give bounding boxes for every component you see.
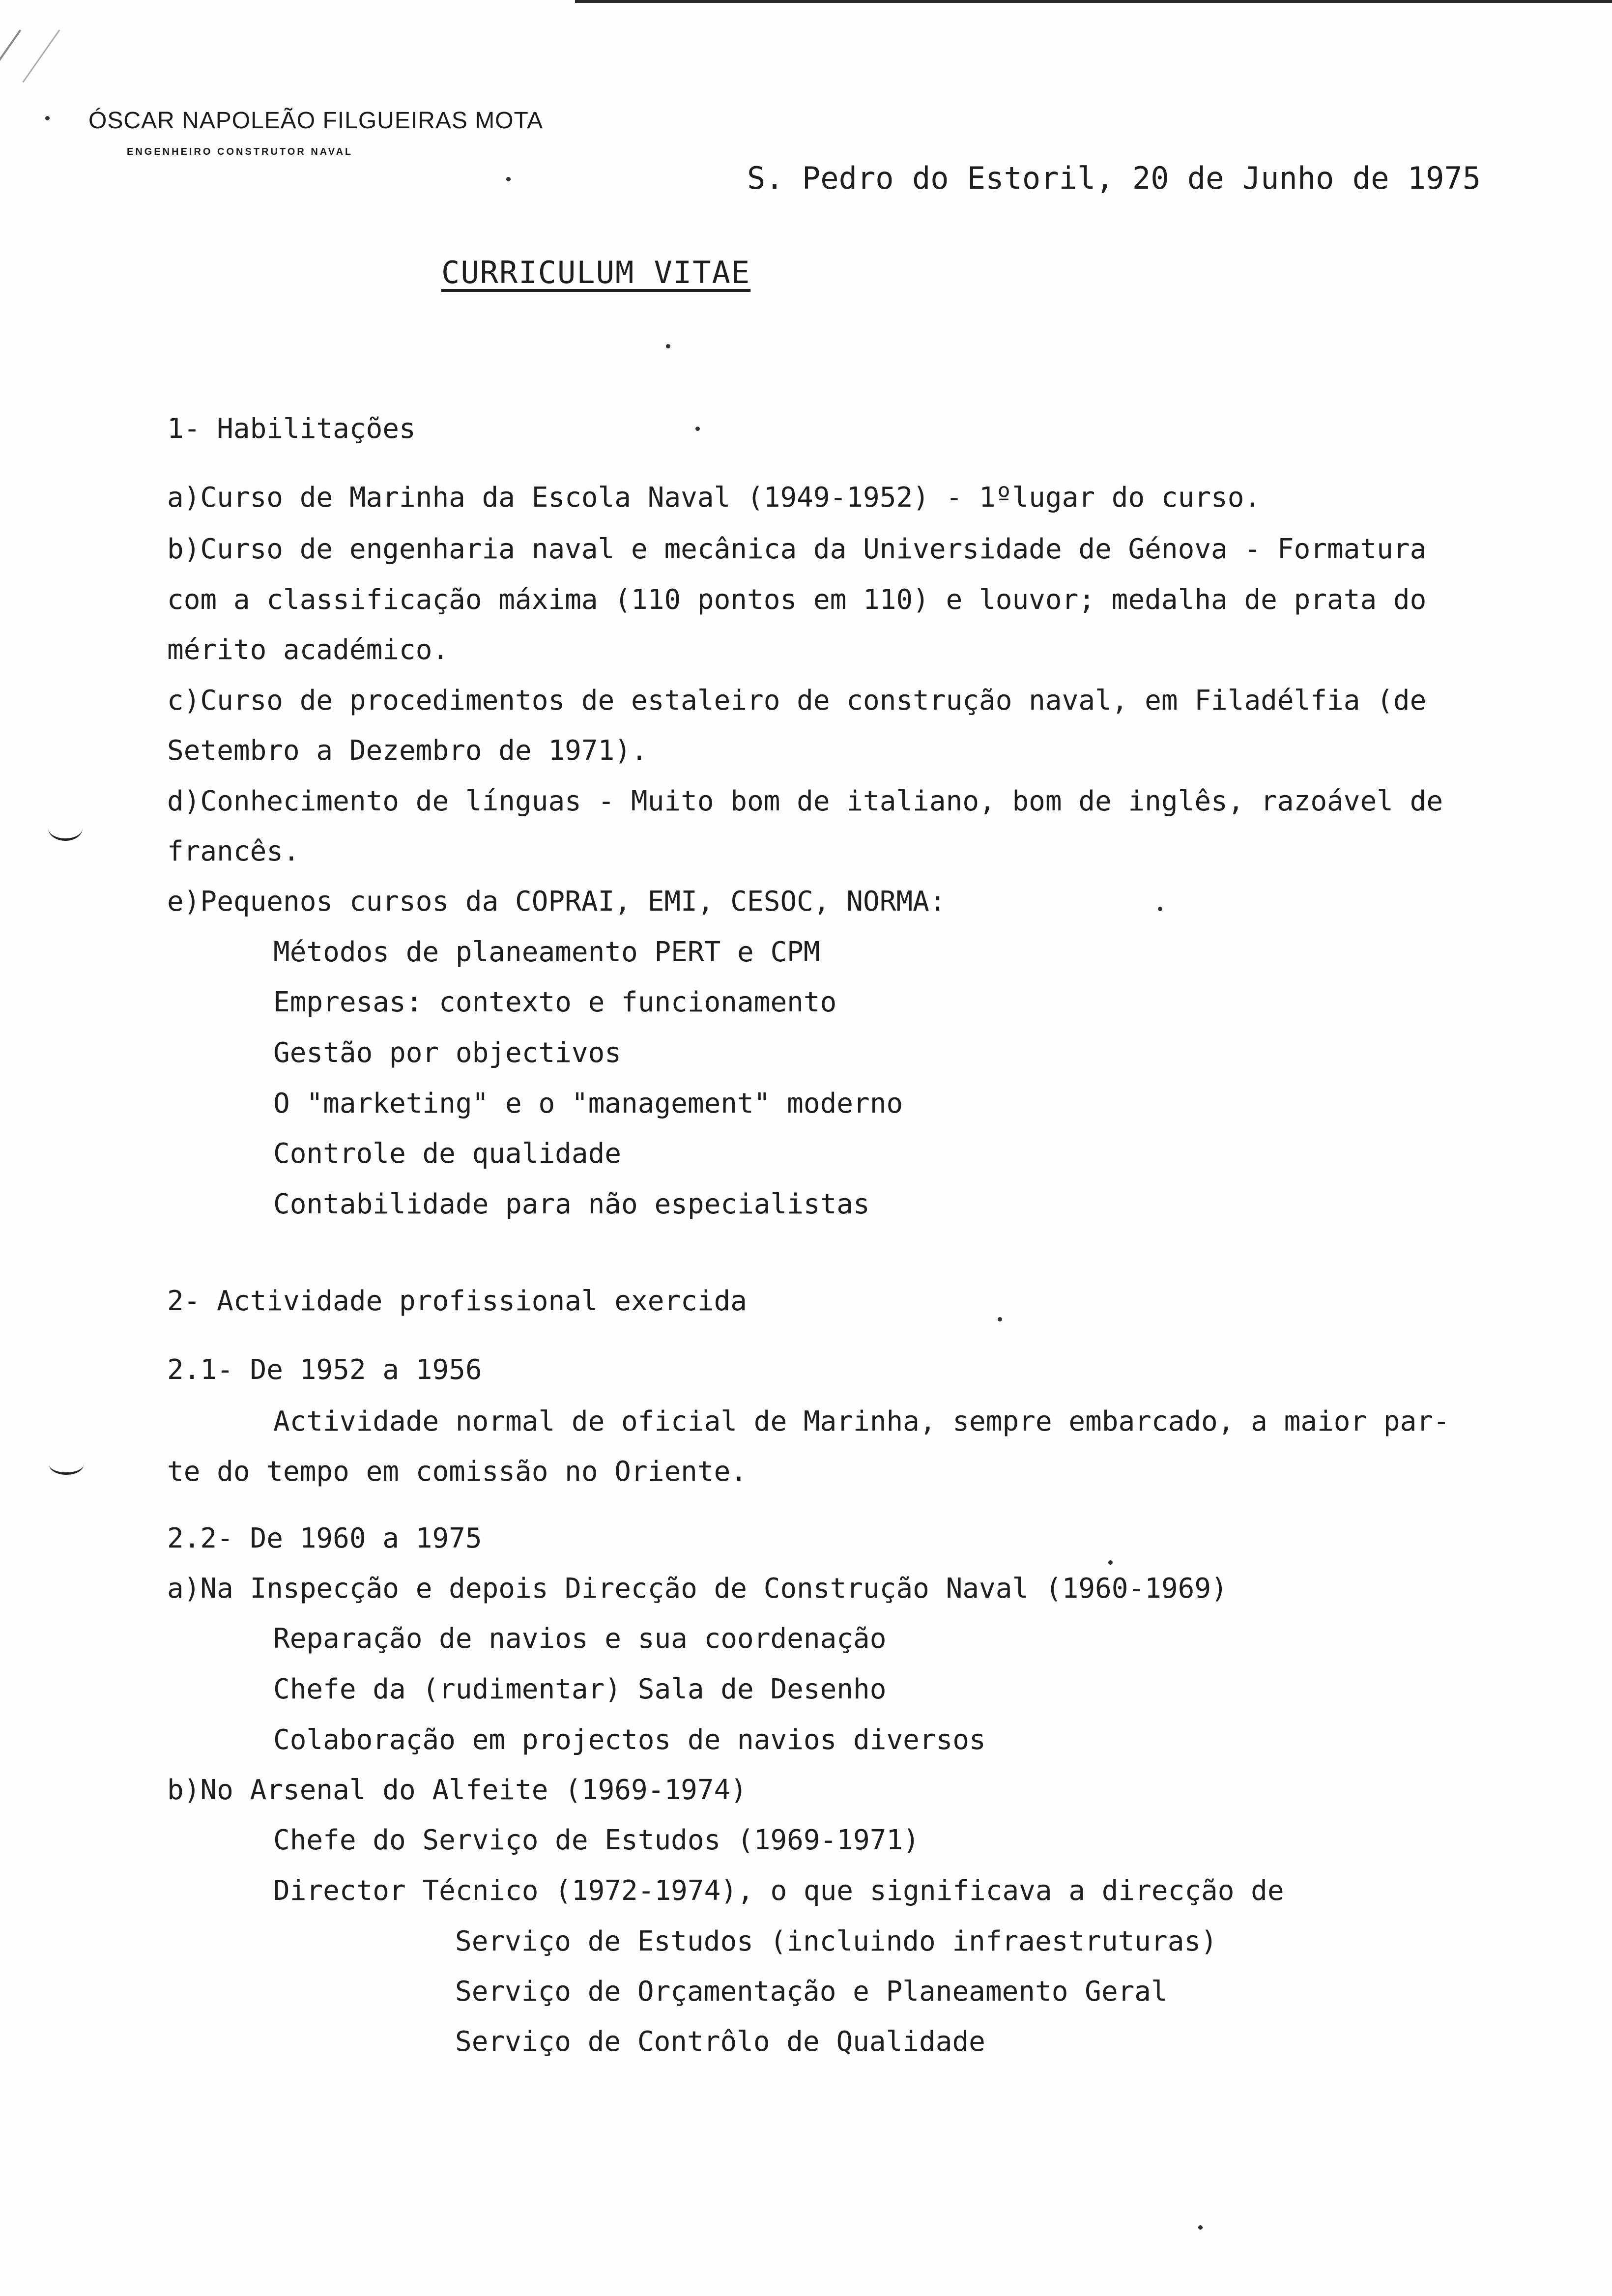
body-line: d)Conhecimento de línguas - Muito bom de italiano, bom de inglês, razoável de — [167, 785, 1443, 817]
body-line: Setembro a Dezembro de 1971). — [167, 735, 648, 767]
top-edge-rule — [575, 0, 1612, 3]
corner-pen-stroke — [22, 29, 60, 83]
speck — [666, 344, 670, 348]
letterhead-title: ENGENHEIRO CONSTRUTOR NAVAL — [127, 146, 353, 157]
margin-pen-mark — [48, 816, 83, 841]
body-line: Serviço de Orçamentação e Planeamento Geral — [455, 1976, 1168, 2008]
bullet-mark — [45, 116, 50, 120]
speck — [1198, 2225, 1203, 2230]
document-title: CURRICULUM VITAE — [441, 255, 751, 290]
body-line: francês. — [167, 835, 300, 867]
speck — [1158, 907, 1162, 911]
body-line: te do tempo em comissão no Oriente. — [167, 1456, 748, 1488]
corner-pen-stroke — [0, 29, 21, 107]
body-line: mérito académico. — [167, 634, 449, 666]
letterhead-name: ÓSCAR NAPOLEÃO FILGUEIRAS MOTA — [88, 108, 544, 134]
body-line: Serviço de Contrôlo de Qualidade — [455, 2026, 985, 2058]
body-line: e)Pequenos cursos da COPRAI, EMI, CESOC, NORMA: — [167, 886, 946, 918]
body-line: Gestão por objectivos — [273, 1037, 622, 1069]
body-line: Chefe da (rudimentar) Sala de Desenho — [273, 1673, 887, 1705]
subsection-heading: 2.2- De 1960 a 1975 — [167, 1522, 482, 1554]
body-line: a)Curso de Marinha da Escola Naval (1949-1952) - 1ºlugar do curso. — [167, 482, 1261, 514]
body-line: com a classificação máxima (110 pontos em 110) e louvor; medalha de prata do — [167, 584, 1427, 616]
body-line: Director Técnico (1972-1974), o que significava a direcção de — [273, 1875, 1284, 1907]
body-line: Reparação de navios e sua coordenação — [273, 1623, 887, 1655]
date-line: S. Pedro do Estoril, 20 de Junho de 1975 — [747, 160, 1481, 196]
subsection-heading: 2.1- De 1952 a 1956 — [167, 1354, 482, 1386]
body-line: Contabilidade para não especialistas — [273, 1188, 870, 1220]
body-line: Controle de qualidade — [273, 1138, 622, 1170]
body-line: b)No Arsenal do Alfeite (1969-1974) — [167, 1774, 748, 1806]
speck — [998, 1317, 1002, 1321]
speck — [506, 177, 511, 181]
body-line: Métodos de planeamento PERT e CPM — [273, 936, 820, 968]
body-line: Colaboração em projectos de navios diversos — [273, 1724, 986, 1756]
section-heading: 2- Actividade profissional exercida — [167, 1285, 748, 1317]
body-line: Empresas: contexto e funcionamento — [273, 986, 837, 1018]
margin-pen-mark — [49, 1455, 84, 1475]
body-line: Actividade normal de oficial de Marinha, sempre embarcado, a maior par- — [273, 1406, 1450, 1437]
body-line: a)Na Inspecção e depois Direcção de Construção Naval (1960-1969) — [167, 1573, 1228, 1605]
body-line: Serviço de Estudos (incluindo infraestruturas) — [455, 1925, 1217, 1957]
body-line: Chefe do Serviço de Estudos (1969-1971) — [273, 1824, 920, 1856]
speck — [1108, 1560, 1113, 1565]
body-line: c)Curso de procedimentos de estaleiro de construção naval, em Filadélfia (de — [167, 685, 1427, 717]
body-line: O "marketing" e o "management" moderno — [273, 1088, 903, 1119]
section-heading: 1- Habilitações — [167, 413, 416, 445]
speck — [695, 427, 700, 431]
body-line: b)Curso de engenharia naval e mecânica da Universidade de Génova - Formatura — [167, 533, 1427, 565]
